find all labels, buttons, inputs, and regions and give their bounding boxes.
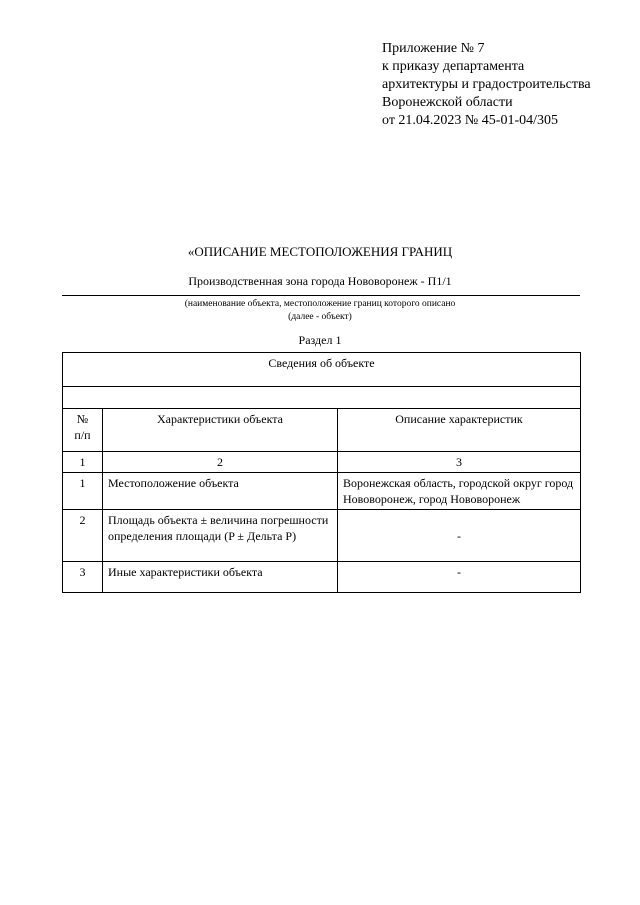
object-name: Производственная зона города Нововоронеж - П1/1	[188, 274, 452, 288]
column-number: 3	[338, 452, 581, 473]
row-num: 1	[63, 473, 103, 510]
appendix-line: к приказу департамента	[382, 59, 525, 74]
column-number: 2	[103, 452, 338, 473]
row-description: -	[338, 510, 581, 562]
header-num	[63, 409, 103, 452]
row-characteristic: Местоположение объекта	[103, 473, 338, 510]
table-row	[63, 473, 581, 510]
table-row	[63, 562, 581, 593]
section-title: Раздел 1	[298, 333, 342, 347]
table-title-row	[63, 353, 581, 387]
table-row	[63, 510, 581, 562]
header-characteristics: Характеристики объекта	[103, 409, 338, 452]
row-characteristic: Площадь объекта ± величина погрешности определения площади (P ± Дельта P)	[103, 510, 338, 562]
header-num-line1: №	[76, 412, 89, 426]
underline-rule	[62, 295, 580, 296]
row-description: Воронежская область, городской округ город Нововоронеж, город Нововоронеж	[338, 473, 581, 510]
caption-line: (наименование объекта, местоположение границ которого описано	[184, 299, 456, 309]
column-number: 1	[63, 452, 103, 473]
object-info-table	[62, 352, 581, 593]
appendix-line: от 21.04.2023 № 45-01-04/305	[382, 113, 559, 128]
row-description: -	[338, 562, 581, 593]
table-title: Сведения об объекте	[63, 353, 581, 387]
blank-cell	[63, 387, 581, 409]
table-blank-row	[63, 387, 581, 409]
row-characteristic: Иные характеристики объекта	[103, 562, 338, 593]
column-number-row	[63, 452, 581, 473]
appendix-line: архитектуры и градостроительства	[382, 77, 591, 92]
row-num: 3	[63, 562, 103, 593]
appendix-line: Воронежской области	[382, 95, 513, 110]
appendix-block	[382, 40, 591, 130]
table-header-row	[63, 409, 581, 452]
header-num-line2: п/п	[74, 428, 91, 442]
header-description: Описание характеристик	[338, 409, 581, 452]
row-num: 2	[63, 510, 103, 562]
appendix-line: Приложение № 7	[382, 41, 485, 56]
caption-line: (далее - объект)	[288, 312, 352, 322]
object-caption	[0, 298, 640, 324]
document-heading: «ОПИСАНИЕ МЕСТОПОЛОЖЕНИЯ ГРАНИЦ	[187, 244, 453, 259]
